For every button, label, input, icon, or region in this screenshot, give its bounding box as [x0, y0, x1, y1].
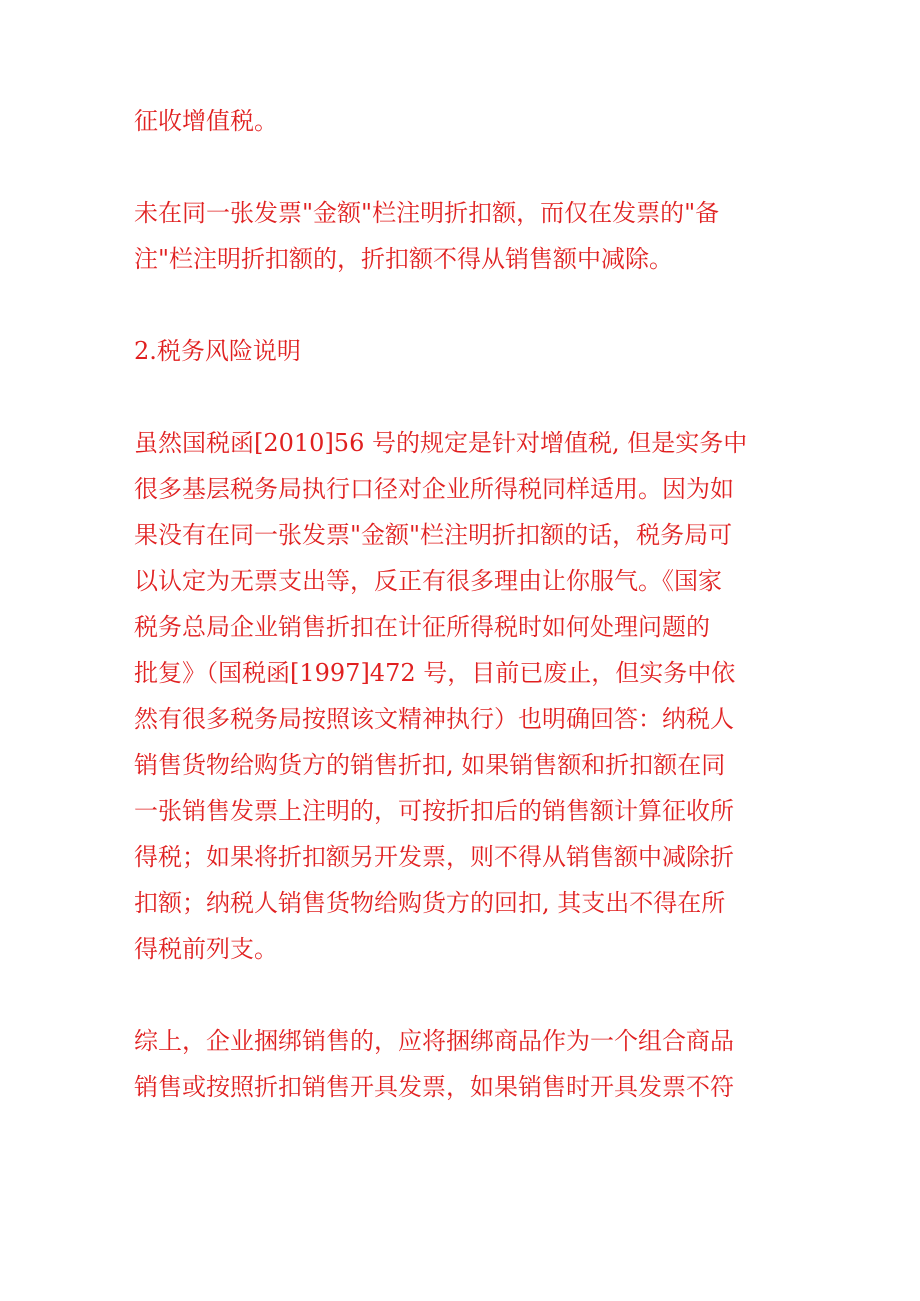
document-body	[134, 98, 794, 1156]
paragraph-summary: 综上，企业捆绑销售的，应将捆绑商品作为一个组合商品 销售或按照折扣销售开具发票，如果销售时开具发票不符	[134, 1027, 734, 1101]
paragraph-vat-collection: 征收增值税。	[134, 107, 278, 135]
paragraph-discount-rule: 未在同一张发票"金额"栏注明折扣额，而仅在发票的"备 注"栏注明折扣额的，折扣额不得从销售额中减除。	[134, 199, 720, 273]
paragraph-tax-risk-explanation: 虽然国税函[2010]56 号的规定是针对增值税, 但是实务中 很多基层税务局执行口径对企业所得税同样适用。因为如 果没有在同一张发票"金额"栏注明折扣额的话，税务局可 以认定为无票支出等，反正有很多理由让你服气。《国家 税务总局企业销售折扣在计征所得税时如何处理问题的 批复》（国税函[1997]472 号，目前已废止，但实务中依 然有很多税务局按照该文精神执行）也明确回答：纳税人 销售货物给购货方的销售折扣, 如果销售额和折扣额在同 一张销售发票上注明的，可按折扣后的销售额计算征收所 得税；如果将折扣额另开发票，则不得从销售额中减除折 扣额；纳税人销售货物给购货方的回扣, 其支出不得在所 得税前列支。	[134, 429, 748, 963]
section-heading-tax-risk: 2.税务风险说明	[134, 337, 301, 365]
